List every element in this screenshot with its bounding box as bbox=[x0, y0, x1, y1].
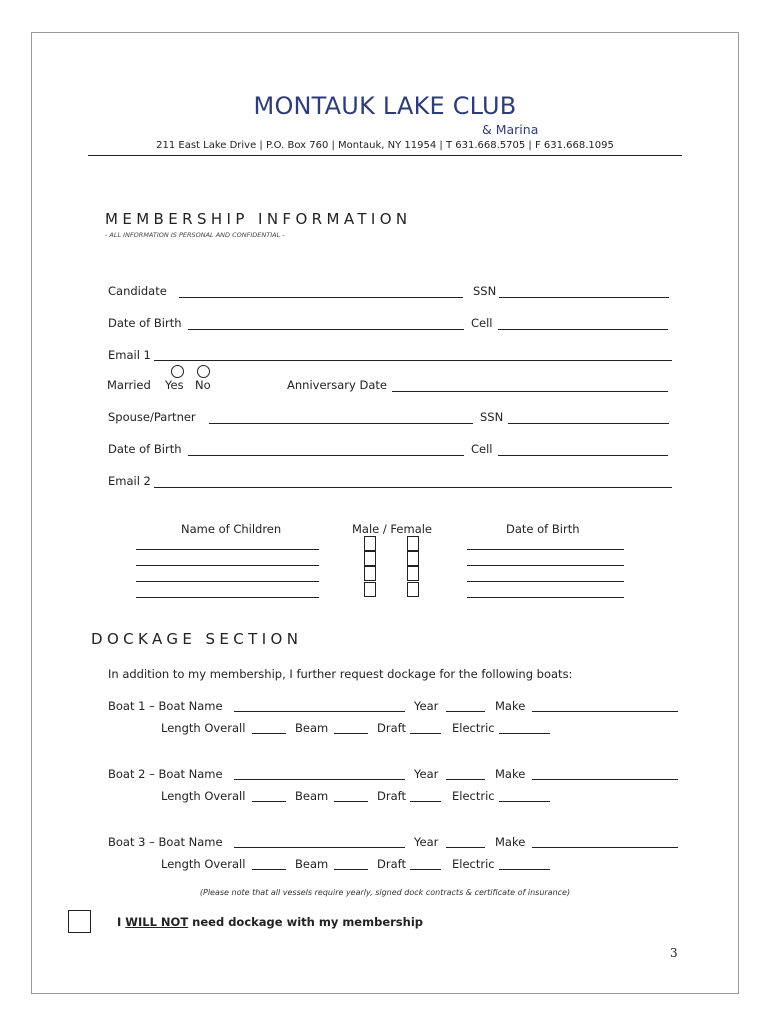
spouse-ssn-field[interactable] bbox=[508, 423, 669, 424]
boat1-length-label: Length Overall bbox=[161, 721, 246, 735]
boat3-length-label: Length Overall bbox=[161, 857, 246, 871]
no-dockage-label bbox=[117, 915, 423, 929]
header-divider bbox=[88, 155, 682, 156]
club-subtitle: & Marina bbox=[482, 122, 539, 137]
boat1-electric-field[interactable] bbox=[499, 733, 550, 734]
boat2-electric-label: Electric bbox=[452, 789, 495, 803]
candidate-label: Candidate bbox=[108, 284, 167, 298]
email2-label: Email 2 bbox=[108, 474, 151, 488]
boat1-name-label: Boat 1 – Boat Name bbox=[108, 699, 223, 713]
boat3-electric-label: Electric bbox=[452, 857, 495, 871]
child-female-checkbox[interactable] bbox=[407, 551, 419, 566]
no-dockage-checkbox[interactable] bbox=[68, 910, 91, 933]
boat1-draft-label: Draft bbox=[377, 721, 406, 735]
boat3-electric-field[interactable] bbox=[499, 869, 550, 870]
spouse-dob-label: Date of Birth bbox=[108, 442, 182, 456]
email1-label: Email 1 bbox=[108, 348, 151, 362]
spouse-label: Spouse/Partner bbox=[108, 410, 196, 424]
cell-label: Cell bbox=[471, 316, 493, 330]
married-yes-label: Yes bbox=[165, 378, 184, 392]
insurance-note: (Please note that all vessels require yearly, signed dock contracts & certificate of insurance) bbox=[199, 888, 571, 897]
page-number: 3 bbox=[670, 946, 678, 960]
dob-field[interactable] bbox=[188, 329, 464, 330]
boat2-make-label: Make bbox=[495, 767, 526, 781]
boat1-make-field[interactable] bbox=[532, 711, 678, 712]
child-dob-field[interactable] bbox=[467, 565, 624, 566]
boat2-draft-field[interactable] bbox=[410, 801, 441, 802]
club-address: 211 East Lake Drive | P.O. Box 760 | Montauk, NY 11954 | T 631.668.5705 | F 631.668.1095 bbox=[156, 140, 614, 151]
page-border bbox=[31, 32, 739, 994]
spouse-cell-label: Cell bbox=[471, 442, 493, 456]
boat1-year-label: Year bbox=[414, 699, 439, 713]
boat1-electric-label: Electric bbox=[452, 721, 495, 735]
child-dob-field[interactable] bbox=[467, 549, 624, 550]
boat2-make-field[interactable] bbox=[532, 779, 678, 780]
boat3-year-field[interactable] bbox=[446, 847, 485, 848]
boat3-length-field[interactable] bbox=[252, 869, 286, 870]
boat2-length-field[interactable] bbox=[252, 801, 286, 802]
child-name-field[interactable] bbox=[136, 549, 319, 550]
boat1-length-field[interactable] bbox=[252, 733, 286, 734]
boat1-make-label: Make bbox=[495, 699, 526, 713]
boat3-draft-label: Draft bbox=[377, 857, 406, 871]
spouse-field[interactable] bbox=[209, 423, 473, 424]
boat3-beam-field[interactable] bbox=[334, 869, 368, 870]
boat2-draft-label: Draft bbox=[377, 789, 406, 803]
cell-field[interactable] bbox=[498, 329, 668, 330]
boat2-year-label: Year bbox=[414, 767, 439, 781]
child-male-checkbox[interactable] bbox=[364, 566, 376, 581]
boat2-name-label: Boat 2 – Boat Name bbox=[108, 767, 223, 781]
boat2-beam-field[interactable] bbox=[334, 801, 368, 802]
child-name-field[interactable] bbox=[136, 565, 319, 566]
boat1-name-field[interactable] bbox=[234, 711, 405, 712]
married-no-radio[interactable] bbox=[197, 365, 210, 378]
child-male-checkbox[interactable] bbox=[364, 551, 376, 566]
child-female-checkbox[interactable] bbox=[407, 582, 419, 597]
boat3-draft-field[interactable] bbox=[410, 869, 441, 870]
child-male-checkbox[interactable] bbox=[364, 582, 376, 597]
spouse-ssn-label: SSN bbox=[480, 410, 504, 424]
boat3-name-label: Boat 3 – Boat Name bbox=[108, 835, 223, 849]
ssn-label: SSN bbox=[473, 284, 497, 298]
boat3-year-label: Year bbox=[414, 835, 439, 849]
spouse-cell-field[interactable] bbox=[498, 455, 668, 456]
child-female-checkbox[interactable] bbox=[407, 536, 419, 551]
married-yes-radio[interactable] bbox=[171, 365, 184, 378]
confidential-note: - ALL INFORMATION IS PERSONAL AND CONFIDENTIAL - bbox=[105, 231, 285, 239]
spouse-dob-field[interactable] bbox=[188, 455, 464, 456]
no-dockage-prefix: I bbox=[117, 915, 126, 929]
child-name-field[interactable] bbox=[136, 581, 319, 582]
child-dob-field[interactable] bbox=[467, 597, 624, 598]
boat2-year-field[interactable] bbox=[446, 779, 485, 780]
child-male-checkbox[interactable] bbox=[364, 536, 376, 551]
candidate-field[interactable] bbox=[179, 297, 463, 298]
child-female-checkbox[interactable] bbox=[407, 566, 419, 581]
boat1-beam-label: Beam bbox=[295, 721, 329, 735]
no-dockage-emphasis: WILL NOT bbox=[125, 915, 189, 929]
ssn-field[interactable] bbox=[499, 297, 669, 298]
email1-field[interactable] bbox=[154, 360, 672, 361]
boat2-name-field[interactable] bbox=[234, 779, 405, 780]
boat3-make-label: Make bbox=[495, 835, 526, 849]
anniversary-label: Anniversary Date bbox=[287, 378, 387, 392]
married-no-label: No bbox=[195, 378, 211, 392]
boat3-make-field[interactable] bbox=[532, 847, 678, 848]
dockage-section-title: DOCKAGE SECTION bbox=[91, 630, 303, 648]
children-gender-header: Male / Female bbox=[352, 522, 433, 536]
married-label: Married bbox=[107, 378, 151, 392]
membership-section-title: MEMBERSHIP INFORMATION bbox=[105, 210, 412, 228]
boat2-beam-label: Beam bbox=[295, 789, 329, 803]
boat1-beam-field[interactable] bbox=[334, 733, 368, 734]
boat2-length-label: Length Overall bbox=[161, 789, 246, 803]
email2-field[interactable] bbox=[154, 487, 672, 488]
children-dob-header: Date of Birth bbox=[506, 522, 580, 536]
child-dob-field[interactable] bbox=[467, 581, 624, 582]
children-name-header: Name of Children bbox=[181, 522, 282, 536]
child-name-field[interactable] bbox=[136, 597, 319, 598]
no-dockage-suffix: need dockage with my membership bbox=[188, 915, 424, 929]
boat3-name-field[interactable] bbox=[234, 847, 405, 848]
boat1-year-field[interactable] bbox=[446, 711, 485, 712]
dob-label: Date of Birth bbox=[108, 316, 182, 330]
boat1-draft-field[interactable] bbox=[410, 733, 441, 734]
anniversary-field[interactable] bbox=[392, 391, 668, 392]
club-title: MONTAUK LAKE CLUB bbox=[253, 92, 517, 120]
boat3-beam-label: Beam bbox=[295, 857, 329, 871]
dockage-intro: In addition to my membership, I further request dockage for the following boats: bbox=[108, 667, 573, 681]
boat2-electric-field[interactable] bbox=[499, 801, 550, 802]
